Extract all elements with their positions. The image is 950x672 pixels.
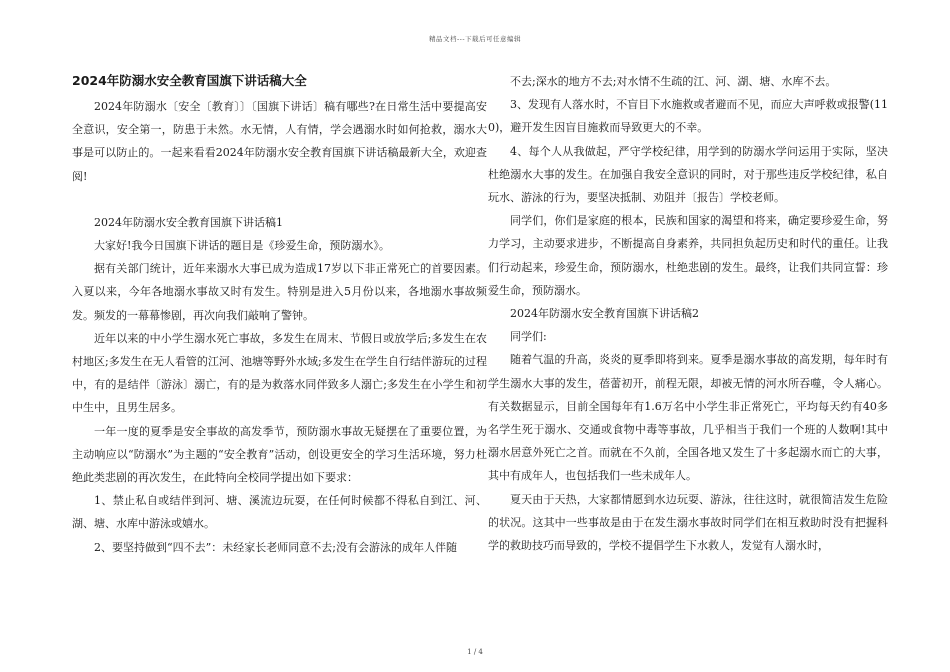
- salutation: 同学们:: [510, 330, 547, 344]
- paragraph: 2、要坚持做到“四不去”：未经家长老师同意不去;没有会游泳的成年人伴随: [94, 540, 457, 554]
- paragraph: 1、禁止私自或结伴到河、塘、溪流边玩耍，在任何时候都不得私自到江、河、湖、塘、水库中游泳或嬉水。: [72, 494, 487, 531]
- paragraph: 夏天由于天热，大家都情愿到水边玩耍、游泳，往往这时，就很简洁发生危险的状况。这其中一些事故是由于在发生溺水事故时同学们在相互救助时没有把握科学的救助技巧而导致的，学校不提倡学生下水救人，发觉有人溺水时，: [488, 492, 888, 553]
- document-title: 2024年防溺水安全教育国旗下讲话稿大全: [72, 73, 307, 88]
- page-header: 精品文档---下载后可任意编辑: [428, 35, 522, 43]
- paragraph: 据有关部门统计，近年来溺水大事已成为造成17岁以下非正常死亡的首要因素。入夏以来，今年各地溺水事故又时有发生。特别是进入5月份以来，各地溺水事故频发。频发的一幕幕惨剧，再次向我们敲响了警钟。: [72, 262, 487, 322]
- paragraph: 大家好!我今日国旗下讲话的题目是《珍爱生命，预防溺水》。: [94, 239, 390, 253]
- intro-paragraph: 2024年防溺水〔安全〔教育〕〕〔国旗下讲话〕稿有哪些?在日常生活中要提高安全意识，安全第一，防患于未然。水无情，人有情，学会遇溺水时如何抢救，溺水大事是可以防止的。一起来看看2024年防溺水安全教育国旗下讲话稿最新大全，欢迎查阅!: [72, 100, 487, 183]
- paragraph: 一年一度的夏季是安全事故的高发季节，预防溺水事故无疑摆在了重要位置，为主动响应以“防溺水”为主题的“安全教育”活动，创设更安全的学习生活环境，努力杜绝此类悲剧的再次发生，在此特向全校同学提出如下要求：: [72, 424, 487, 485]
- paragraph-continued: 不去;深水的地方不去;对水情不生疏的江、河、湖、塘、水库不去。: [510, 75, 837, 88]
- paragraph-spacer: [72, 188, 487, 211]
- section-heading-1: 2024年防溺水安全教育国旗下讲话稿1: [94, 215, 283, 229]
- page-number: 1 / 4: [467, 648, 483, 656]
- right-column: [488, 70, 888, 557]
- section-heading-2: 2024年防溺水安全教育国旗下讲话稿2: [510, 307, 699, 321]
- paragraph: 3、发现有人落水时，不盲目下水施救或者避而不见，而应大声呼救或报警(110)，避开发生因盲目施救而导致更大的不幸。: [488, 98, 888, 135]
- paragraph: 近年以来的中小学生溺水死亡事故，多发生在周末、节假日或放学后;多发生在农村地区;多发生在无人看管的江河、池塘等野外水域;多发生在学生自行结伴游玩的过程中，有的是结伴〔游泳〕溺亡，有的是为救落水同伴致多人溺亡;多发生在小学生和初中生中，且男生居多。: [72, 331, 487, 415]
- paragraph: 同学们，你们是家庭的根本，民族和国家的渴望和将来，确定要珍爱生命，努力学习，主动要求进步，不断提高自身素养，共同担负起历史和时代的重任。让我们行动起来，珍爱生命，预防溺水，杜绝悲剧的发生。最终，让我们共同宣誓：珍爱生命，预防溺水。: [488, 214, 888, 297]
- paragraph: 4、每个人从我做起，严守学校纪律，用学到的防溺水学问运用于实际，坚决杜绝溺水大事的发生。在加强自我安全意识的同时，对于那些违反学校纪律，私自玩水、游泳的行为，要坚决抵制、劝阻并〔报告〕学校老师。: [488, 144, 888, 205]
- paragraph: 随着气温的升高，炎炎的夏季即将到来。夏季是溺水事故的高发期，每年时有学生溺水大事的发生，蓓蕾初开，前程无限，却被无情的河水所吞噬，令人痛心。有关数据显示，目前全国每年有1.6万名中小学生非正常死亡，平均每天约有40多名学生死于溺水、交通或食物中毒等事故，几乎相当于我们一个班的人数啊!其中溺水居意外死亡之首。而就在不久前，全国各地又发生了十多起溺水而亡的大事，其中有成年人，也包括我们一些未成年人。: [488, 353, 888, 483]
- left-column: [72, 72, 487, 559]
